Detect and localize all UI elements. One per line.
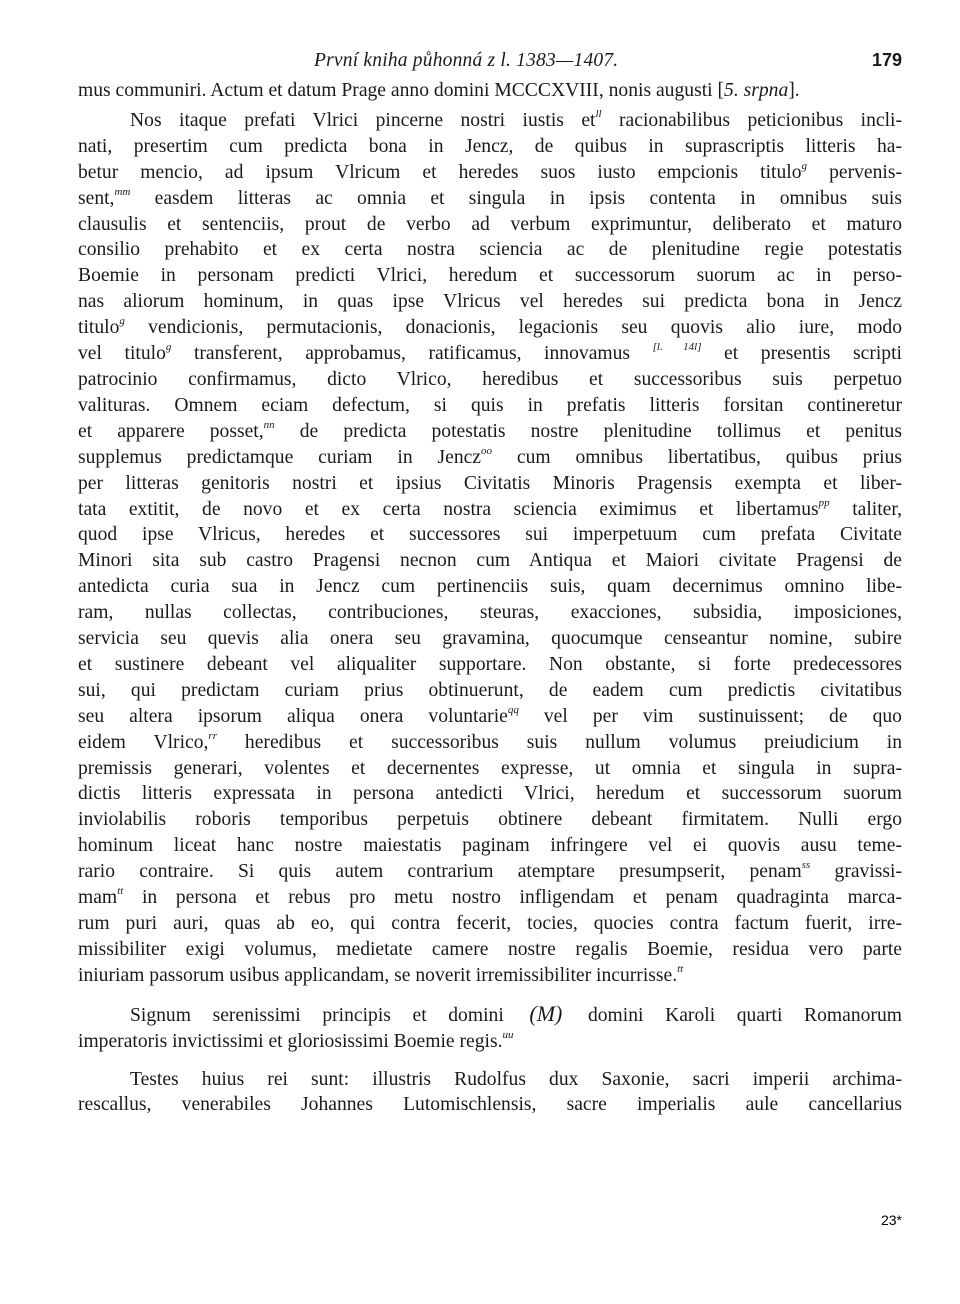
line-text: premissis generari, volentes et decernentes expresse, ut omnia et singula in supra- bbox=[78, 757, 902, 779]
paragraph-line bbox=[78, 212, 902, 238]
paragraph-line bbox=[78, 522, 902, 548]
dating-line bbox=[78, 78, 902, 104]
paragraph-line bbox=[78, 548, 902, 574]
paragraph-line bbox=[78, 600, 902, 626]
sheet-signature: 23* bbox=[880, 1212, 902, 1228]
line-text: gravissi- bbox=[810, 861, 902, 883]
page-header bbox=[78, 42, 902, 78]
footnote-marker: oo bbox=[481, 444, 493, 457]
line-text: sent, bbox=[78, 187, 115, 209]
footnote-marker: rr bbox=[208, 729, 217, 742]
monogram-mark: (M) bbox=[529, 1000, 563, 1026]
line-text: ram, nullas collectas, contribuciones, steuras, exacciones, subsidia, imposiciones, bbox=[78, 602, 902, 624]
line-text: servicia seu quevis alia onera seu gravamina, quocumque censeantur nomine, subire bbox=[78, 628, 902, 650]
line-text: inviolabilis roboris temporibus perpetuis obtinere debeant firmitatem. Nulli ergo bbox=[78, 809, 902, 831]
signum-text-2: domini Karoli quarti Romanorum bbox=[566, 1004, 902, 1026]
paragraph-line bbox=[78, 108, 902, 134]
paragraph-line bbox=[78, 289, 902, 315]
line-text: Boemie in personam predicti Vlrici, heredum et successorum suorum ac in perso- bbox=[78, 265, 902, 287]
line-text: tata extitit, de novo et ex certa nostra sciencia eximimus et libertamus bbox=[78, 498, 819, 520]
line-text: quod ipse Vlricus, heredes et successores sui imperpetuum cum prefata Civitate bbox=[78, 524, 902, 546]
line-text: mam bbox=[78, 887, 118, 909]
paragraph-line bbox=[78, 315, 902, 341]
signum-paragraph bbox=[78, 1001, 902, 1055]
footnote-marker: tt bbox=[677, 962, 684, 975]
line-text: titulo bbox=[78, 317, 120, 339]
footnote-marker: g bbox=[801, 159, 808, 172]
line-text: de predicta potestatis nostre plenitudine tollimus et penitus bbox=[274, 420, 902, 442]
line-text: vel titulo bbox=[78, 343, 166, 365]
line-text: rario contraire. Si quis autem contrarium atemptare presumpserit, penam bbox=[78, 861, 802, 883]
line-text: patrocinio confirmamus, dicto Vlrico, heredibus et successoribus suis perpetuo bbox=[78, 368, 902, 390]
footnote-marker: qq bbox=[507, 703, 519, 716]
footnote-marker: pp bbox=[818, 496, 830, 509]
signum-line-2 bbox=[78, 1029, 902, 1055]
line-text: cum omnibus libertatibus, quibus prius bbox=[492, 446, 902, 468]
line-text: et apparere posset, bbox=[78, 420, 264, 442]
paragraph-line bbox=[78, 393, 902, 419]
paragraph-line bbox=[78, 626, 902, 652]
paragraph-line bbox=[78, 574, 902, 600]
line-text: in persona et rebus pro metu nostro infligendam et penam quadraginta marca- bbox=[123, 887, 902, 909]
line-text: antedicta curia sua in Jencz cum pertinenciis suis, quam decernimus omnino libe- bbox=[78, 576, 902, 598]
line-text: vel per vim sustinuissent; de quo bbox=[518, 705, 902, 727]
footnote-marker: uu bbox=[502, 1028, 514, 1041]
line-text: easdem litteras ac omnia et singula in ipsis contenta in omnibus suis bbox=[130, 187, 902, 209]
paragraph-line bbox=[78, 445, 902, 471]
line-text: nati, presertim cum predicta bona in Jencz, de quibus in suprascriptis litteris ha- bbox=[78, 135, 902, 157]
dating-text: mus communiri. Actum et datum Prage anno domini bbox=[78, 80, 495, 101]
dating-day: , nonis augusti bbox=[598, 80, 718, 101]
line-text: rum puri auri, quas ab eo, qui contra fecerit, tocies, quocies contra factum fuerit, irre- bbox=[78, 913, 902, 934]
paragraph-line bbox=[78, 497, 902, 523]
footnote-marker: ss bbox=[801, 859, 811, 872]
paragraph-line bbox=[78, 341, 902, 367]
line-text: consilio prehabito et ex certa nostra sciencia ac de plenitudine regie potestatis bbox=[78, 239, 902, 261]
paragraph-line bbox=[78, 859, 902, 885]
paragraph-line bbox=[78, 134, 902, 160]
signum-text-1: Signum serenissimi principis et domini bbox=[130, 1004, 526, 1026]
paragraph-line bbox=[78, 963, 902, 989]
signum-line-1 bbox=[78, 1001, 902, 1029]
paragraph-line bbox=[78, 704, 902, 730]
line-text: valituras. Omnem eciam defectum, si quis in prefatis litteris forsitan contineretur bbox=[78, 394, 902, 416]
line-text: supplemus predictamque curiam in Jencz bbox=[78, 446, 482, 468]
line-text: per litteras genitoris nostri et ipsius Civitatis Minoris Pragensis exempta et liber- bbox=[78, 472, 902, 494]
line-text: et sustinere debeant vel aliqualiter supportare. Non obstante, si forte predecessores bbox=[78, 653, 902, 675]
page-number: 179 bbox=[871, 50, 902, 70]
line-text: sui, qui predictam curiam prius obtinuerunt, de eadem cum predictis civitatibus bbox=[78, 679, 902, 701]
line-text: vendicionis, permutacionis, donacionis, legacionis seu quovis alio iure, modo bbox=[124, 317, 902, 339]
paragraph-line bbox=[78, 781, 902, 807]
paragraph-line bbox=[78, 263, 902, 289]
footnote-marker: ll bbox=[595, 107, 602, 120]
line-text: heredibus et successoribus suis nullum volumus preiudicium in bbox=[216, 731, 902, 753]
testes-line-2: rescallus, venerabiles Johannes Lutomischlensis, sacre imperialis aule cancellarius bbox=[78, 1094, 902, 1116]
paragraph-line bbox=[78, 160, 902, 186]
footnote-marker: [l. 14l] bbox=[652, 341, 702, 354]
paragraph-line bbox=[78, 652, 902, 678]
paragraph-line bbox=[78, 419, 902, 445]
footnote-marker: g bbox=[165, 341, 172, 354]
paragraph-line bbox=[78, 186, 902, 212]
document-page bbox=[78, 42, 902, 1118]
note-bracket-open: [ bbox=[717, 80, 725, 101]
paragraph-line bbox=[78, 885, 902, 911]
line-text: taliter, bbox=[829, 498, 902, 520]
paragraph-line bbox=[78, 756, 902, 782]
signum-text-3: imperatoris invictissimi et gloriosissimi Boemie regis. bbox=[78, 1030, 503, 1052]
footnote-marker: mm bbox=[114, 185, 131, 198]
dating-year: MCCCXVIII bbox=[494, 80, 599, 101]
line-text: eidem Vlrico, bbox=[78, 731, 209, 753]
paragraph-line bbox=[78, 833, 902, 859]
line-text: betur mencio, ad ipsum Vlricum et heredes suos iusto empcionis titulo bbox=[78, 161, 802, 183]
line-text: Nos itaque prefati Vlrici pincerne nostri iustis et bbox=[130, 109, 596, 131]
date-note: 5. srpna bbox=[724, 80, 789, 101]
line-text: nas aliorum hominum, in quas ipse Vlricus vel heredes sui predicta bona in Jencz bbox=[78, 291, 902, 313]
footnote-marker: tt bbox=[117, 885, 124, 898]
main-paragraph bbox=[78, 108, 902, 989]
line-text: transferent, approbamus, ratificamus, innovamus bbox=[171, 343, 653, 365]
line-text: hominum liceat hanc nostre maiestatis paginam infringere vel ei quovis ausu teme- bbox=[78, 835, 902, 857]
line-text: seu altera ipsorum aliqua onera voluntarie bbox=[78, 705, 508, 727]
paragraph-line bbox=[78, 367, 902, 393]
line-text: racionabilibus peticionibus incli- bbox=[601, 109, 903, 131]
line-text: dictis litteris expressata in persona antedicti Vlrici, heredum et successorum suorum bbox=[78, 783, 902, 805]
paragraph-line bbox=[78, 730, 902, 756]
paragraph-line bbox=[78, 807, 902, 833]
note-bracket-close: ]. bbox=[788, 80, 800, 101]
paragraph-line bbox=[78, 911, 902, 937]
paragraph-line bbox=[78, 678, 902, 704]
running-title: První kniha půhonná z l. 1383—1407. bbox=[314, 50, 619, 71]
paragraph-line bbox=[78, 471, 902, 497]
line-text: et presentis scripti bbox=[701, 343, 902, 365]
footnote-marker: nn bbox=[263, 418, 275, 431]
line-text: iniuriam passorum usibus applicandam, se noverit irremissibiliter incurrisse. bbox=[78, 964, 678, 986]
testes-paragraph bbox=[78, 1067, 902, 1119]
footnote-marker: g bbox=[119, 315, 125, 328]
line-text: clausulis et sentenciis, prout de verbo ad verbum exprimuntur, deliberato et maturo bbox=[78, 213, 902, 235]
paragraph-line bbox=[78, 937, 902, 963]
paragraph-line bbox=[78, 237, 902, 263]
line-text: missibiliter exigi volumus, medietate camere nostre regalis Boemie, residua vero parte bbox=[78, 938, 902, 960]
testes-line-1: Testes huius rei sunt: illustris Rudolfus dux Saxonie, sacri imperii archima- bbox=[130, 1068, 902, 1090]
line-text: Minori sita sub castro Pragensi necnon cum Antiqua et Maiori civitate Pragensi de bbox=[78, 550, 902, 572]
line-text: pervenis- bbox=[807, 161, 902, 183]
